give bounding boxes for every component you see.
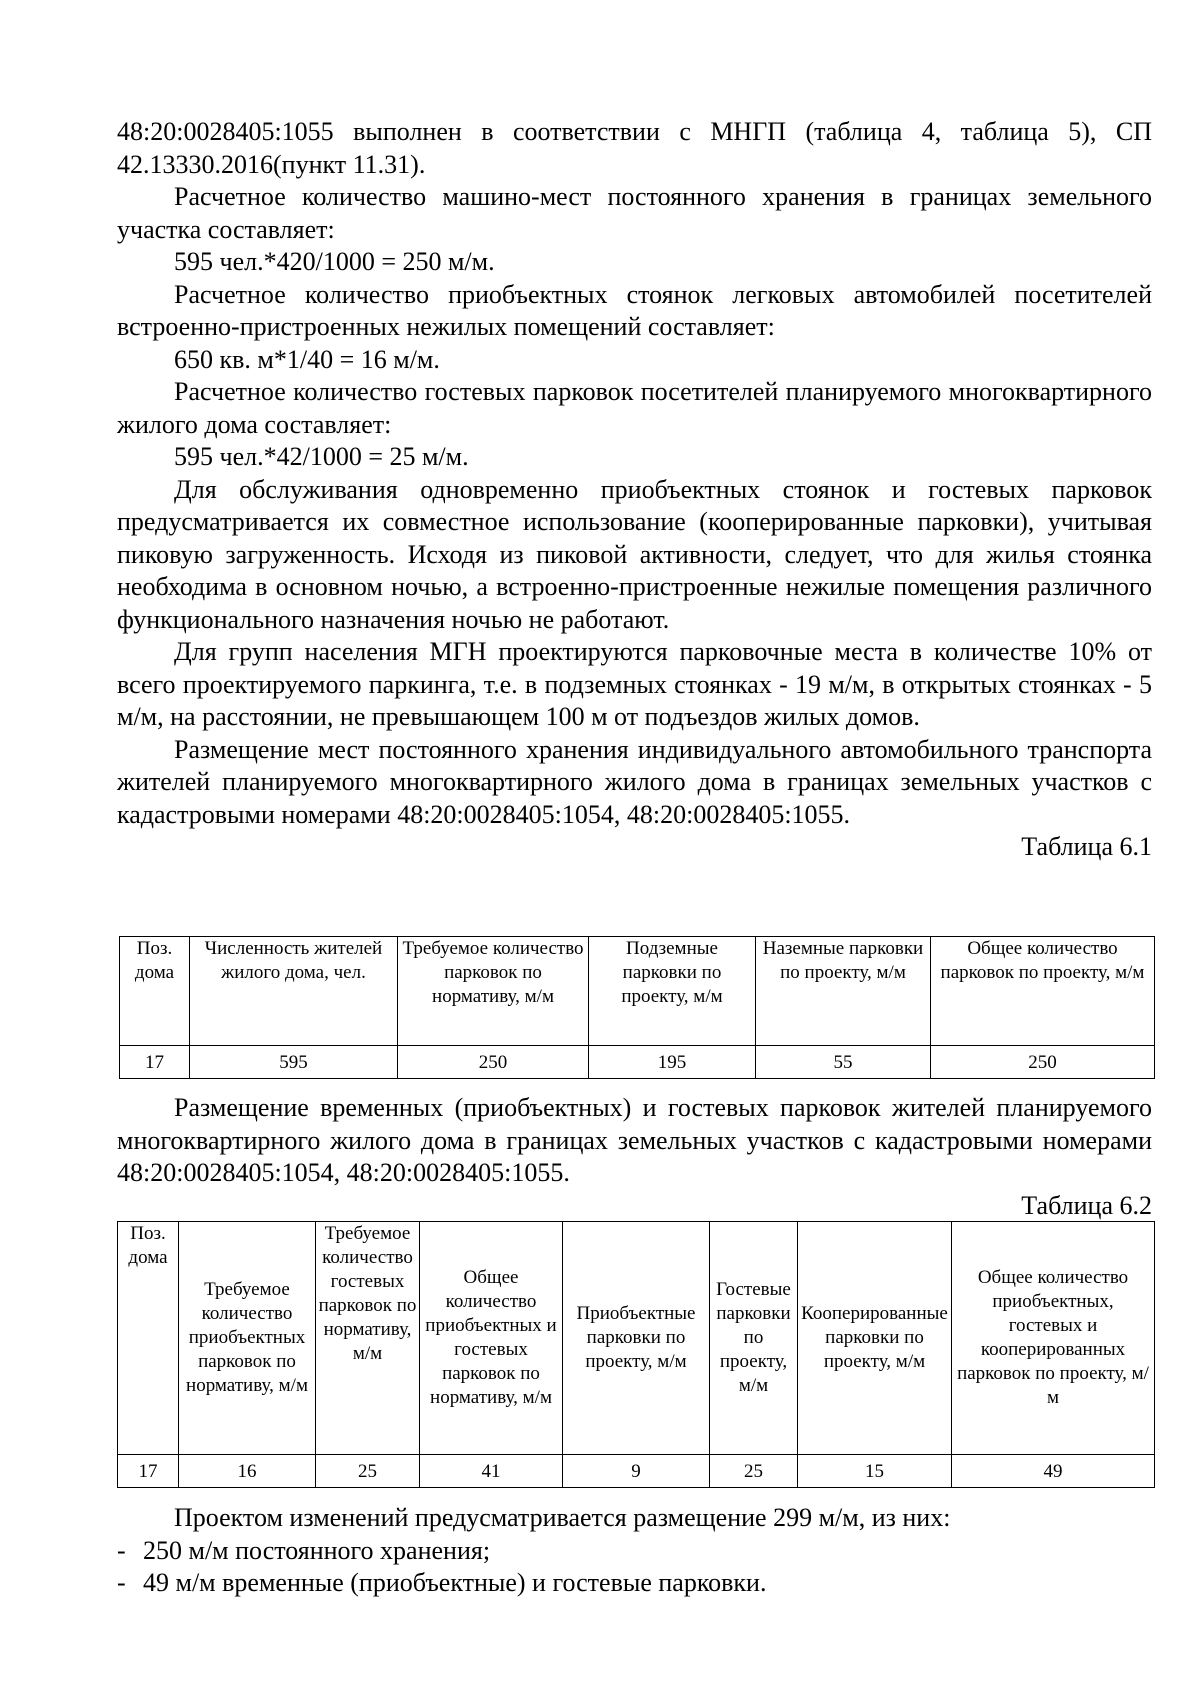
- table-6-1-caption: Таблица 6.1: [1021, 832, 1152, 861]
- table-6-1: [119, 936, 1155, 1079]
- paragraph-permanent-placement: Размещение мест постоянного хранения индивидуального автомобильного транспорта жителей планируемого многоквартирного жилого дома в границах земельных участков с кадастровыми номерами 48:20:0028405:1054, 48:20:0028405:1055.: [117, 734, 1152, 829]
- table-row: [118, 1455, 1155, 1488]
- table-header-row: [120, 937, 1155, 1046]
- table-cell: 41: [420, 1455, 563, 1488]
- paragraph-continuation: 48:20:0028405:1055 выполнен в соответствии с МНГП (таблица 4, таблица 5), СП 42.13330.2016(пункт 11.31).: [117, 117, 1152, 179]
- list-item-text: 49 м/м временные (приобъектные) и гостевые парковки.: [143, 1568, 767, 1597]
- paragraph-storage-calc: Расчетное количество машино-мест постоянного хранения в границах земельного участка составляет:: [117, 182, 1152, 244]
- table-header-row: [118, 1222, 1155, 1455]
- table-cell: 250: [398, 1046, 589, 1079]
- table-cell: 25: [316, 1455, 420, 1488]
- header-cell: Наземные парковки по проекту, м/м: [756, 937, 931, 1046]
- list-dash: -: [117, 1568, 126, 1597]
- list-item: [117, 1535, 1152, 1568]
- header-cell: Общее количество парковок по проекту, м/м: [931, 937, 1155, 1046]
- table-cell: 17: [118, 1455, 179, 1488]
- table-cell: 15: [798, 1455, 952, 1488]
- header-cell: Численность жителей жилого дома, чел.: [190, 937, 398, 1046]
- header-cell: Требуемое количество парковок по нормативу, м/м: [398, 937, 589, 1046]
- table-cell: 9: [563, 1455, 710, 1488]
- header-cell: Поз. дома: [120, 937, 190, 1046]
- paragraph-summary: Проектом изменений предусматривается размещение 299 м/м, из них:: [174, 1503, 951, 1532]
- header-cell: Общее количество приобъектных, гостевых и кооперированных парковок по проекту, м/м: [952, 1222, 1155, 1455]
- table-cell: 25: [710, 1455, 798, 1488]
- paragraph-mgn: Для групп населения МГН проектируются парковочные места в количестве 10% от всего проектируемого паркинга, т.е. в подземных стоянках - 19 м/м, в открытых стоянках - 5 м/м, на расстоянии, не превышающем 100 м от подъездов жилых домов.: [117, 637, 1152, 731]
- list-item-text: 250 м/м постоянного хранения;: [143, 1535, 491, 1565]
- text-block-2: [117, 1092, 1152, 1222]
- table-cell: 595: [190, 1046, 398, 1079]
- table-cell: 55: [756, 1046, 931, 1079]
- table-cell: 17: [120, 1046, 190, 1079]
- header-cell: Поз. дома: [118, 1222, 179, 1455]
- text-block-1: [117, 116, 1152, 863]
- paragraph-cooperative: Для обслуживания одновременно приобъектных стоянок и гостевых парковок предусматривается их совместное использование (кооперированные парковки), учитывая пиковую загруженность. Исходя из пиковой активности, следует, что для жилья стоянка необходима в основном ночью, а встроенно-пристроенные нежилые помещения различного функционального назначения ночью не работают.: [117, 474, 1152, 634]
- header-cell: Приобъектные парковки по проекту, м/м: [563, 1222, 710, 1455]
- header-cell: Требуемое количество приобъектных парковок по нормативу, м/м: [179, 1222, 316, 1455]
- text-block-3: [117, 1502, 1152, 1600]
- table-cell: 250: [931, 1046, 1155, 1079]
- paragraph-visitor-calc: Расчетное количество приобъектных стоянок легковых автомобилей посетителей встроенно-пристроенных нежилых помещений составляет:: [117, 279, 1152, 341]
- table-6-2: [117, 1221, 1155, 1488]
- header-cell: Подземные парковки по проекту, м/м: [589, 937, 756, 1046]
- formula-visitor: 650 кв. м*1/40 = 16 м/м.: [174, 344, 440, 374]
- table-6-2-caption: Таблица 6.2: [1021, 1190, 1152, 1220]
- table-cell: 195: [589, 1046, 756, 1079]
- table-cell: 16: [179, 1455, 316, 1488]
- list-dash: -: [117, 1535, 126, 1565]
- paragraph-temporary-placement: Размещение временных (приобъектных) и гостевых парковок жителей планируемого многоквартирного жилого дома в границах земельных участков с кадастровыми номерами 48:20:0028405:1054, 48:20:0028405:1055.: [117, 1093, 1152, 1187]
- formula-guest: 595 чел.*42/1000 = 25 м/м.: [174, 442, 469, 471]
- header-cell: Гостевые парковки по проекту, м/м: [710, 1222, 798, 1455]
- header-cell: Кооперированные парковки по проекту, м/м: [798, 1222, 952, 1455]
- table-cell: 49: [952, 1455, 1155, 1488]
- header-cell: Требуемое количество гостевых парковок по нормативу, м/м: [316, 1222, 420, 1455]
- table-row: [120, 1046, 1155, 1079]
- header-cell: Общее количество приобъектных и гостевых парковок по нормативу, м/м: [420, 1222, 563, 1455]
- list-item: [117, 1567, 1152, 1600]
- paragraph-guest-calc: Расчетное количество гостевых парковок посетителей планируемого многоквартирного жилого дома составляет:: [117, 377, 1152, 439]
- formula-storage: 595 чел.*420/1000 = 250 м/м.: [174, 247, 495, 276]
